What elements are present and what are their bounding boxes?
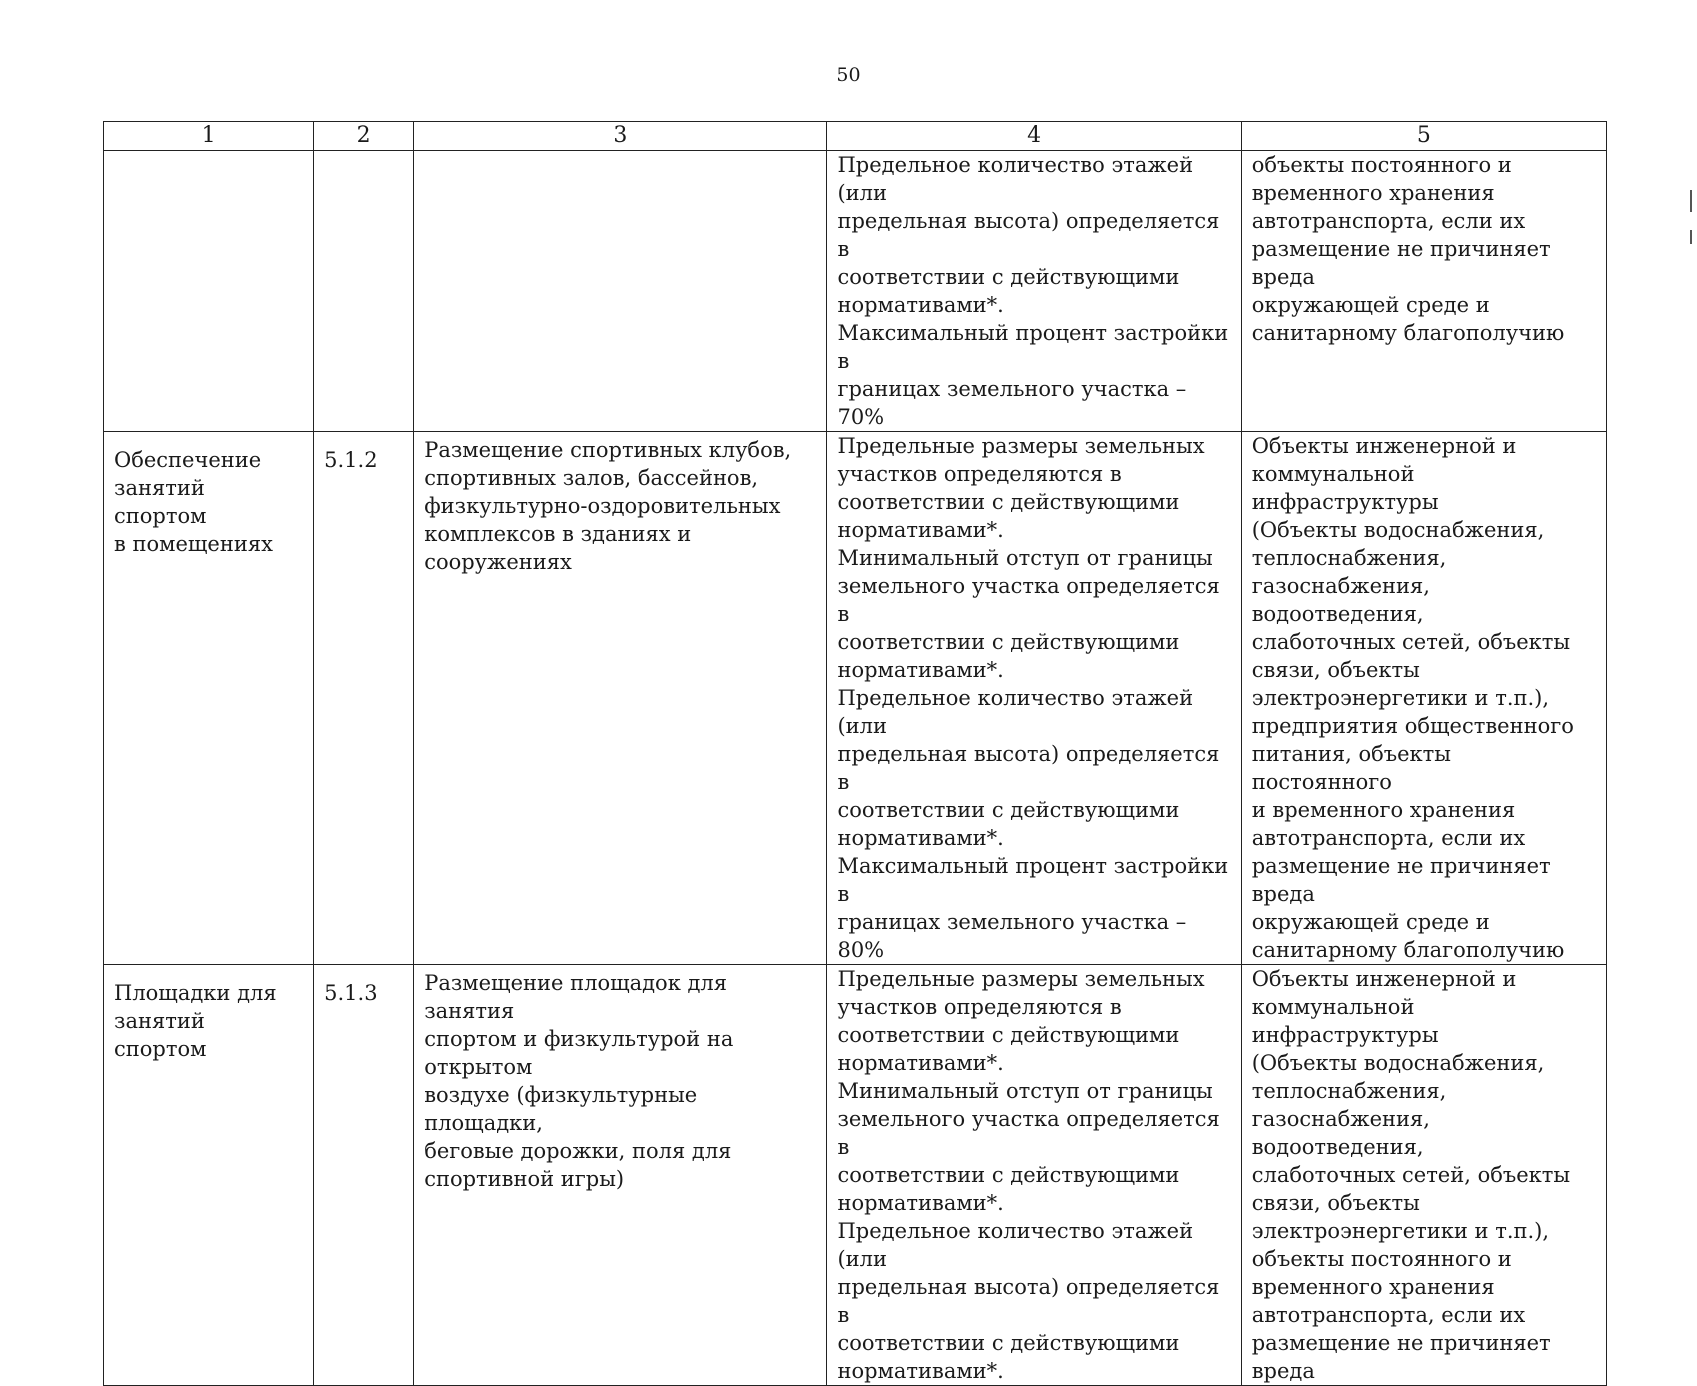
use-description-cell: Размещение спортивных клубов, спортивных залов, бассейнов, физкультурно-оздоровительных комплексов в зданиях и сооружениях — [414, 432, 827, 965]
header-cell-3: 3 — [414, 122, 827, 151]
header-cell-4: 4 — [827, 122, 1241, 151]
use-description-cell — [414, 151, 827, 432]
use-code-cell — [314, 151, 414, 432]
use-name-cell — [104, 151, 314, 432]
auxiliary-uses-cell: объекты постоянного и временного хранения автотранспорта, если их размещение не причиняет вреда окружающей среде и санитарному благополучию — [1241, 151, 1606, 432]
auxiliary-uses-cell: Объекты инженерной и коммунальной инфраструктуры (Объекты водоснабжения, теплоснабжения, газоснабжения, водоотведения, слаботочных сетей, объекты связи, объекты электроэнергетики и т.п.), предприятия общественного питания, объекты постоянного и временного хранения автотранспорта, если их размещение не причиняет вреда окружающей среде и санитарному благополучию — [1241, 432, 1606, 965]
auxiliary-uses-cell: Объекты инженерной и коммунальной инфраструктуры (Объекты водоснабжения, теплоснабжения, газоснабжения, водоотведения, слаботочных сетей, объекты связи, объекты электроэнергетики и т.п.), объекты постоянного и временного хранения автотранспорта, если их размещение не причиняет вреда — [1241, 965, 1606, 1386]
scan-margin-mark — [1690, 230, 1692, 244]
table-header-row — [104, 122, 1607, 151]
use-description-cell: Размещение площадок для занятия спортом и физкультурой на открытом воздухе (физкультурные площадки, беговые дорожки, поля для спортивной игры) — [414, 965, 827, 1386]
header-cell-2: 2 — [314, 122, 414, 151]
scan-margin-mark — [1690, 190, 1692, 212]
use-name-cell: Обеспечение занятий спортом в помещениях — [104, 432, 314, 965]
header-cell-5: 5 — [1241, 122, 1606, 151]
parameters-cell: Предельные размеры земельных участков определяются в соответствии с действующими нормативами*. Минимальный отступ от границы земельного участка определяется в соответствии с действующими нормативами*. Предельное количество этажей (или предельная высота) определяется в соответствии с действующими нормативами*. Максимальный процент застройки в границах земельного участка – 80% — [827, 432, 1241, 965]
use-name-cell: Площадки для занятий спортом — [104, 965, 314, 1386]
use-code-cell: 5.1.2 — [314, 432, 414, 965]
header-cell-1: 1 — [104, 122, 314, 151]
page-number: 50 — [836, 64, 861, 86]
zoning-table — [103, 121, 1607, 1386]
table-row — [104, 151, 1607, 432]
use-code-cell: 5.1.3 — [314, 965, 414, 1386]
parameters-cell: Предельное количество этажей (или предельная высота) определяется в соответствии с действующими нормативами*. Максимальный процент застройки в границах земельного участка – 70% — [827, 151, 1241, 432]
parameters-cell: Предельные размеры земельных участков определяются в соответствии с действующими нормативами*. Минимальный отступ от границы земельного участка определяется в соответствии с действующими нормативами*. Предельное количество этажей (или предельная высота) определяется в соответствии с действующими нормативами*. — [827, 965, 1241, 1386]
table-row — [104, 965, 1607, 1386]
table-row — [104, 432, 1607, 965]
